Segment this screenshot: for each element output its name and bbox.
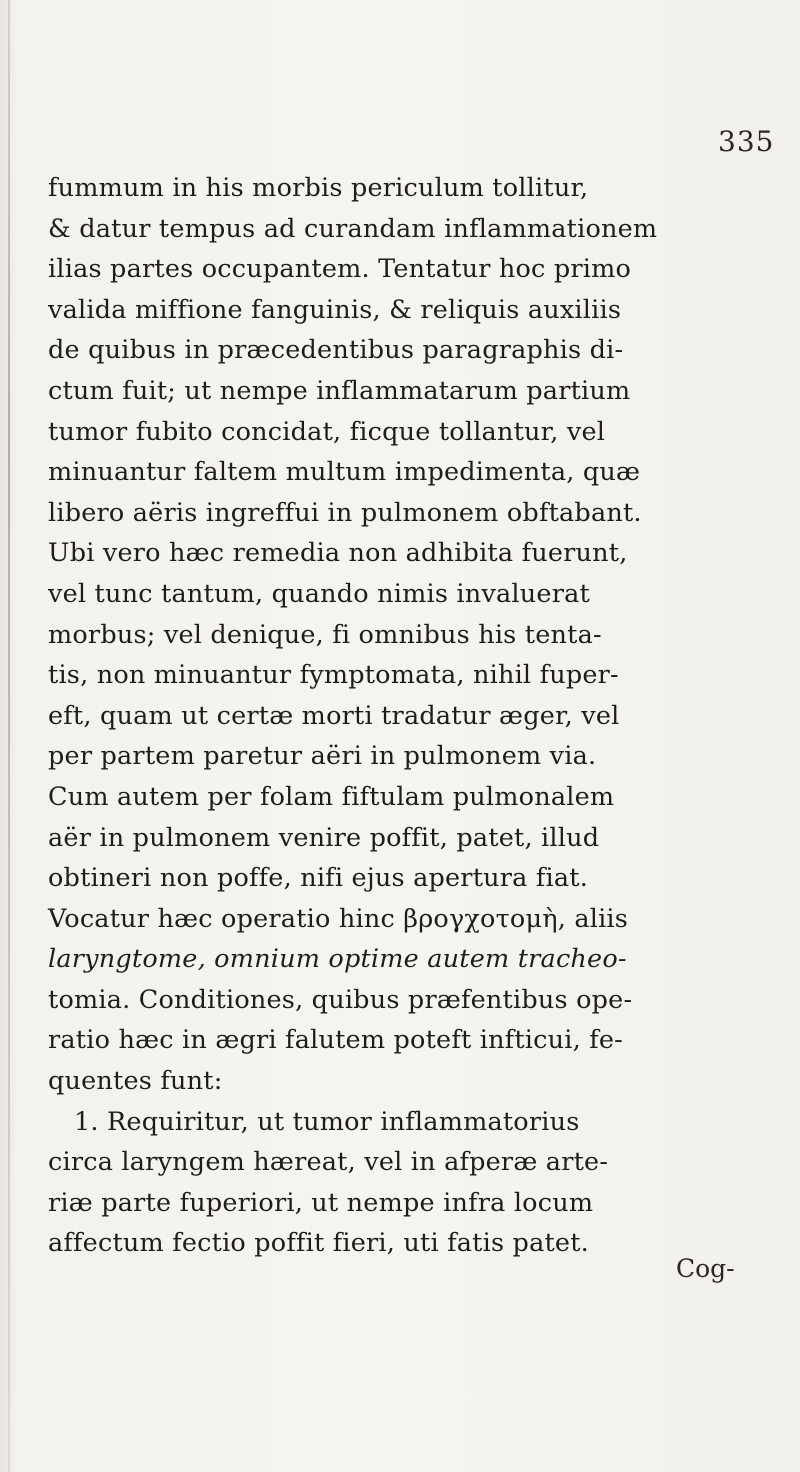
text-line: affectum fectio poffit fieri, uti fatis patet. bbox=[48, 1228, 589, 1259]
text-line: tomia. Conditiones, quibus præfentibus ope- bbox=[48, 984, 633, 1015]
text-line: ilias partes occupantem. Tentatur hoc primo bbox=[48, 254, 632, 285]
text-line: ratio hæc in ægri falutem poteft infticui, fe- bbox=[48, 1025, 623, 1056]
text-line: fummum in his morbis periculum tollitur, bbox=[48, 173, 589, 203]
text-line: eft, quam ut certæ morti tradatur æger, vel bbox=[48, 700, 620, 731]
text-line: & datur tempus ad curandam inflammationem bbox=[48, 213, 658, 244]
binding-gutter bbox=[8, 0, 10, 1472]
text-line: tumor fubito concidat, ficque tollantur, vel bbox=[48, 416, 606, 447]
body-text bbox=[48, 168, 768, 1264]
text-line: per partem paretur aëri in pulmonem via. bbox=[48, 741, 597, 772]
text-line: circa laryngem hæreat, vel in afperæ arte- bbox=[48, 1147, 609, 1178]
text-line: tis, non minuantur fymptomata, nihil fuper- bbox=[48, 660, 619, 691]
catchword: Cog- bbox=[676, 1254, 735, 1283]
page-number: 335 bbox=[718, 125, 775, 158]
text-line: aër in pulmonem venire poffit, patet, illud bbox=[48, 822, 600, 853]
text-line: Cum autem per folam fiftulam pulmonalem bbox=[48, 781, 615, 812]
text-line: de quibus in præcedentibus paragraphis di- bbox=[48, 335, 624, 366]
text-line: vel tunc tantum, quando nimis invaluerat bbox=[48, 578, 590, 609]
text-line: libero aëris ingreffui in pulmonem obftabant. bbox=[48, 497, 642, 528]
text-line: valida miffione fanguinis, & reliquis auxiliis bbox=[48, 294, 622, 325]
text-line: ctum fuit; ut nempe inflammatarum partium bbox=[48, 375, 631, 406]
text-line: Vocatur hæc operatio hinc βρογχοτομὴ, aliis bbox=[48, 903, 629, 934]
text-line: 1. Requiritur, ut tumor inflammatorius bbox=[74, 1106, 580, 1137]
text-line: minuantur faltem multum impedimenta, quæ bbox=[48, 457, 641, 488]
text-line: riæ parte fuperiori, ut nempe infra locum bbox=[48, 1187, 594, 1218]
text-line: morbus; vel denique, fi omnibus his tenta- bbox=[48, 619, 602, 650]
text-line: obtineri non poffe, nifi ejus apertura fiat. bbox=[48, 863, 589, 894]
text-line: quentes funt: bbox=[48, 1066, 223, 1097]
text-line: Ubi vero hæc remedia non adhibita fuerunt, bbox=[48, 538, 628, 569]
text-line-italic: laryngtome, omnium optime autem tracheo- bbox=[48, 944, 627, 975]
